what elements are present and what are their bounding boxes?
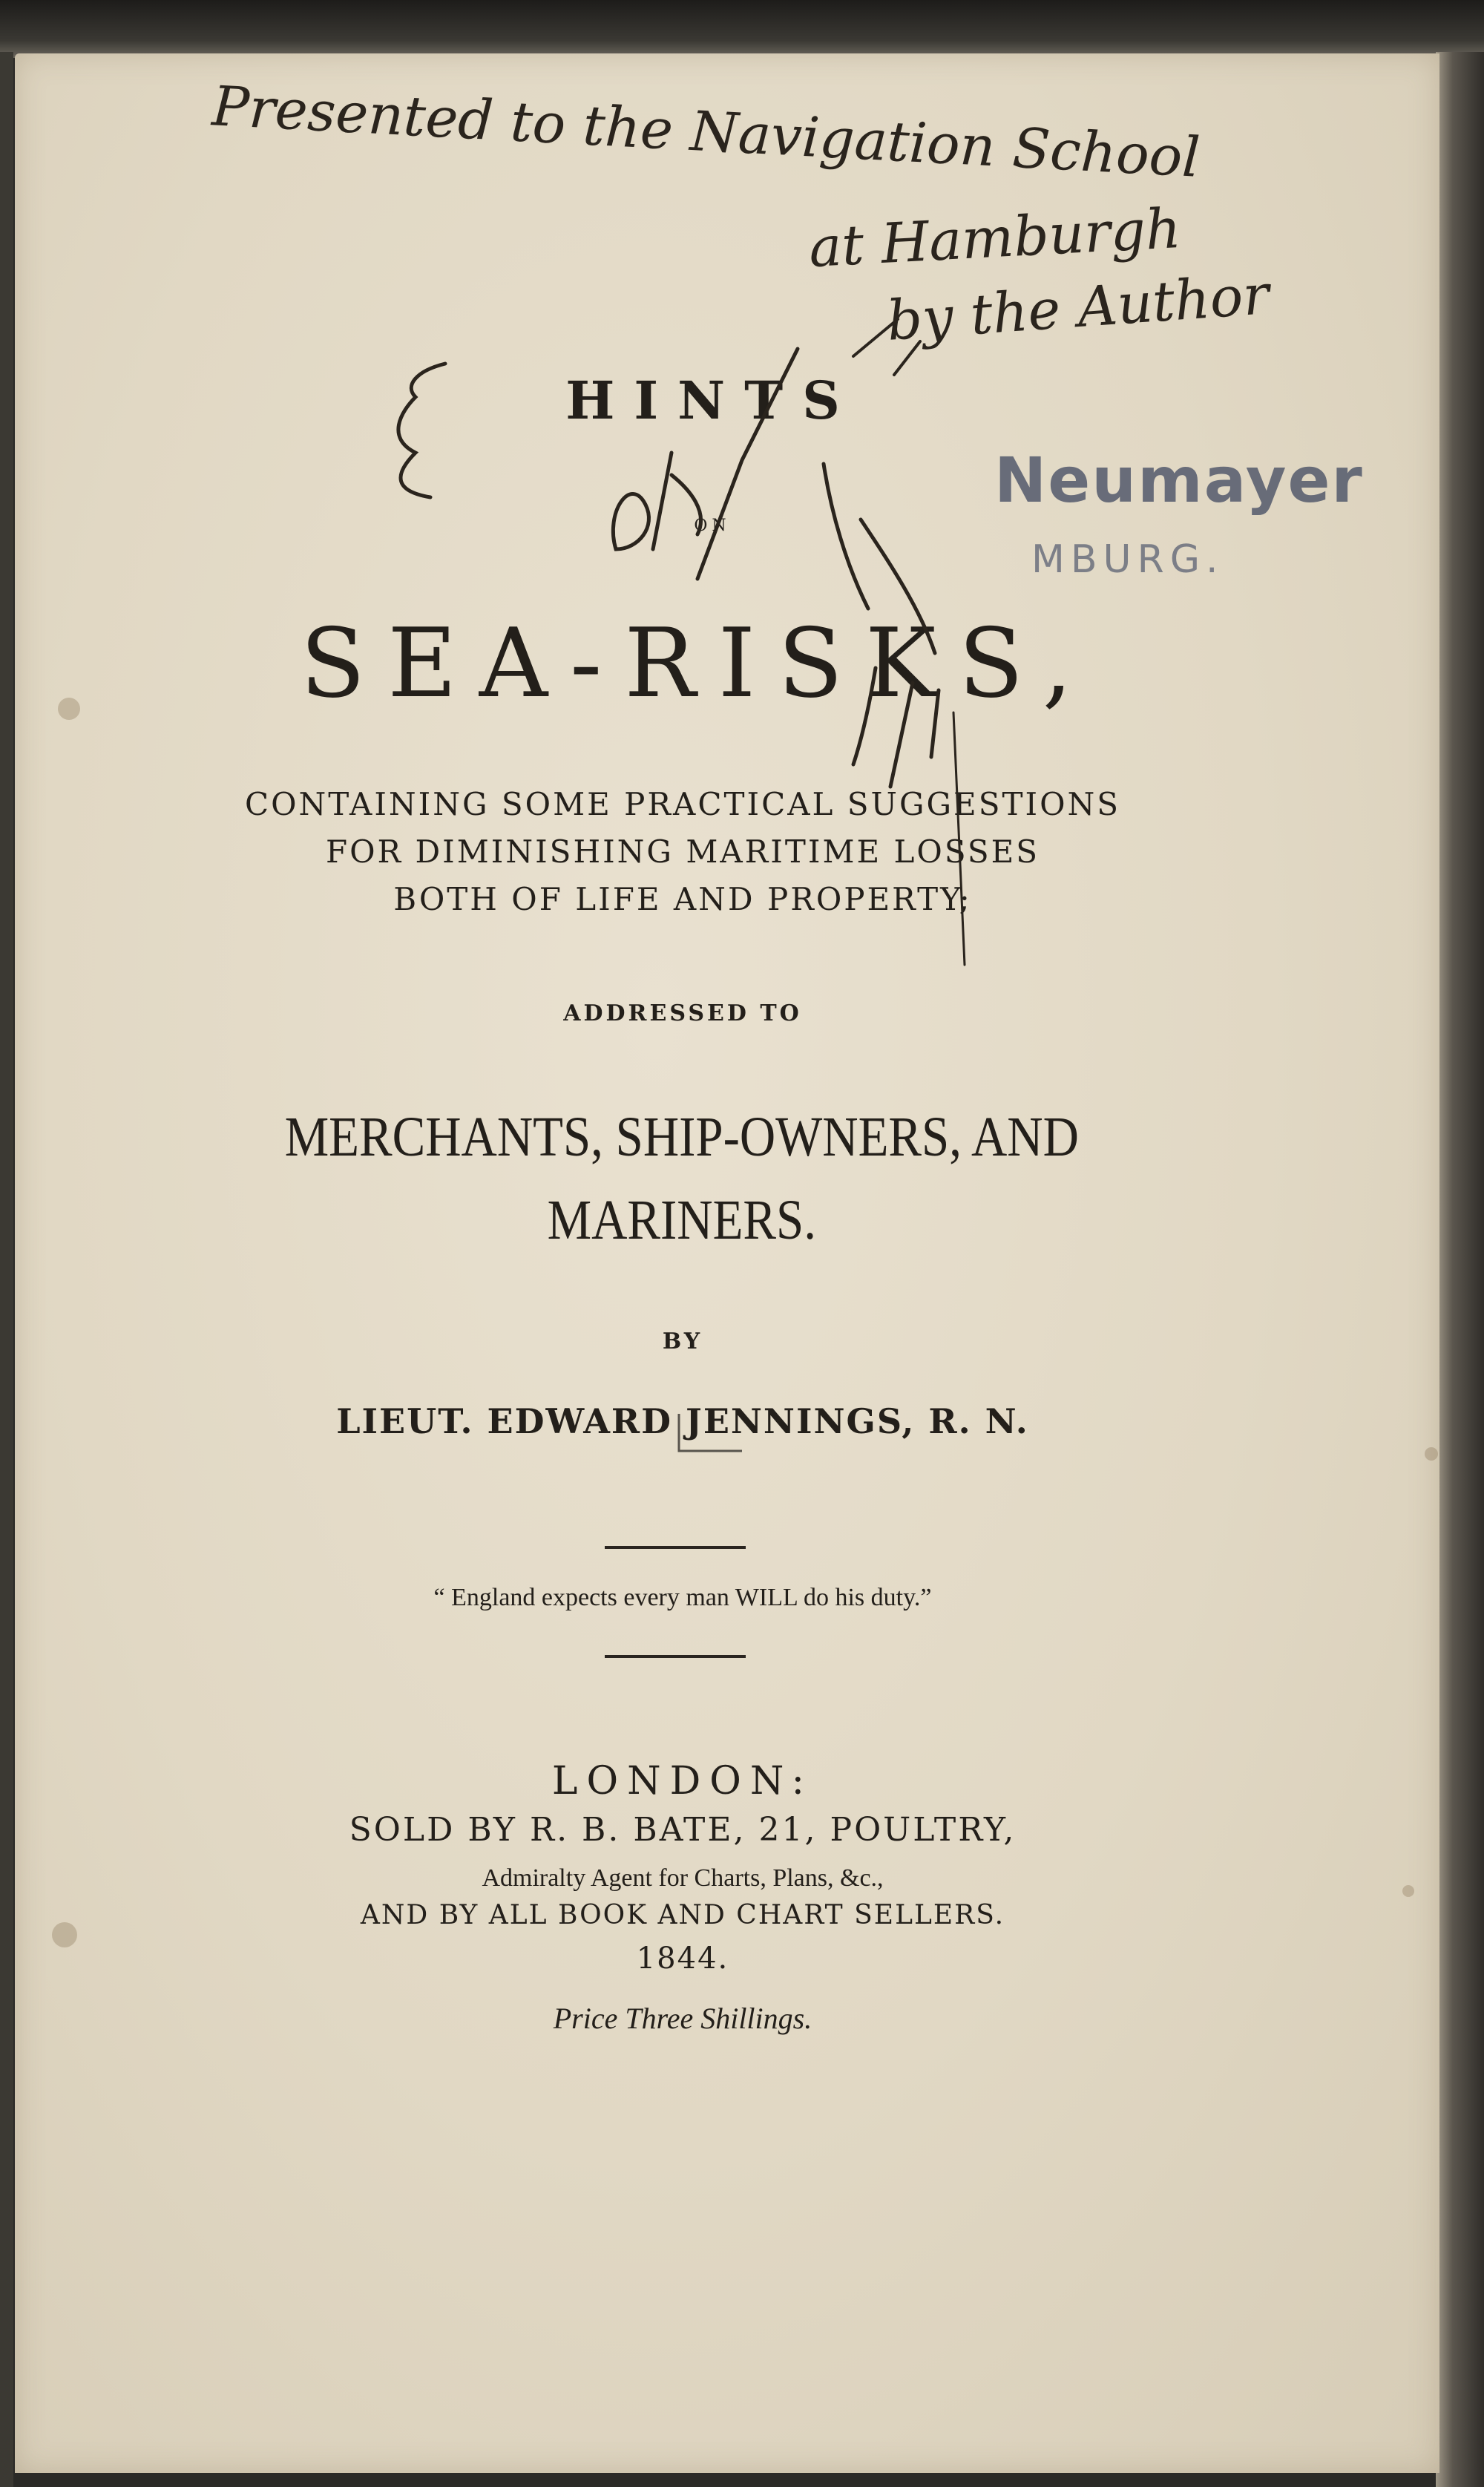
inscription-line-2: at Hamburgh bbox=[807, 196, 1183, 281]
subtitle-line-2: FOR DIMINISHING MARITIME LOSSES bbox=[325, 833, 1040, 870]
foxing-spot bbox=[1425, 1447, 1438, 1461]
imprint-seller: SOLD BY R. B. BATE, 21, POULTRY, bbox=[349, 1811, 1017, 1849]
audience bbox=[81, 1095, 1282, 1262]
title-on: ON bbox=[694, 517, 731, 535]
right-page-edges bbox=[1436, 52, 1484, 2487]
divider-rule-top bbox=[605, 1546, 746, 1549]
author-name: LIEUT. EDWARD JENNINGS, R. N. bbox=[336, 1401, 1029, 1441]
subtitle-line-3: BOTH OF LIFE AND PROPERTY; bbox=[393, 881, 972, 917]
title-sea-risks: SEA-RISKS, bbox=[300, 609, 1095, 719]
library-stamp-name: Neumayer bbox=[994, 444, 1364, 517]
imprint-also: AND BY ALL BOOK AND CHART SELLERS. bbox=[360, 1900, 1005, 1930]
motto: “ England expects every man WILL do his duty.” bbox=[433, 1584, 932, 1611]
top-edge bbox=[0, 0, 1484, 58]
subtitle-line-1: CONTAINING SOME PRACTICAL SUGGESTIONS bbox=[244, 786, 1121, 822]
imprint-year: 1844. bbox=[636, 1942, 729, 1976]
imprint-agent: Admiralty Agent for Charts, Plans, &c., bbox=[482, 1864, 884, 1892]
inscription-line-3: by the Author bbox=[884, 263, 1272, 353]
foxing-spot bbox=[1402, 1885, 1414, 1897]
binding-edge bbox=[0, 52, 13, 2487]
audience-line-2: MARINERS. bbox=[547, 1189, 816, 1251]
inscription-line-1: Presented to the Navigation School bbox=[210, 74, 1202, 190]
foxing-spot bbox=[58, 698, 80, 720]
library-stamp-city: MBURG. bbox=[1031, 537, 1224, 582]
addressed-to: ADDRESSED TO bbox=[563, 1000, 802, 1026]
title-hints: HINTS bbox=[565, 370, 859, 431]
price: Price Three Shillings. bbox=[553, 2002, 812, 2035]
divider-rule-bottom bbox=[605, 1655, 746, 1658]
imprint-place: LONDON: bbox=[551, 1759, 814, 1803]
audience-line-1: MERCHANTS, SHIP-OWNERS, AND bbox=[284, 1106, 1079, 1168]
foxing-spot bbox=[52, 1922, 77, 1947]
subtitle bbox=[0, 781, 1365, 923]
by-line: BY bbox=[662, 1328, 703, 1354]
